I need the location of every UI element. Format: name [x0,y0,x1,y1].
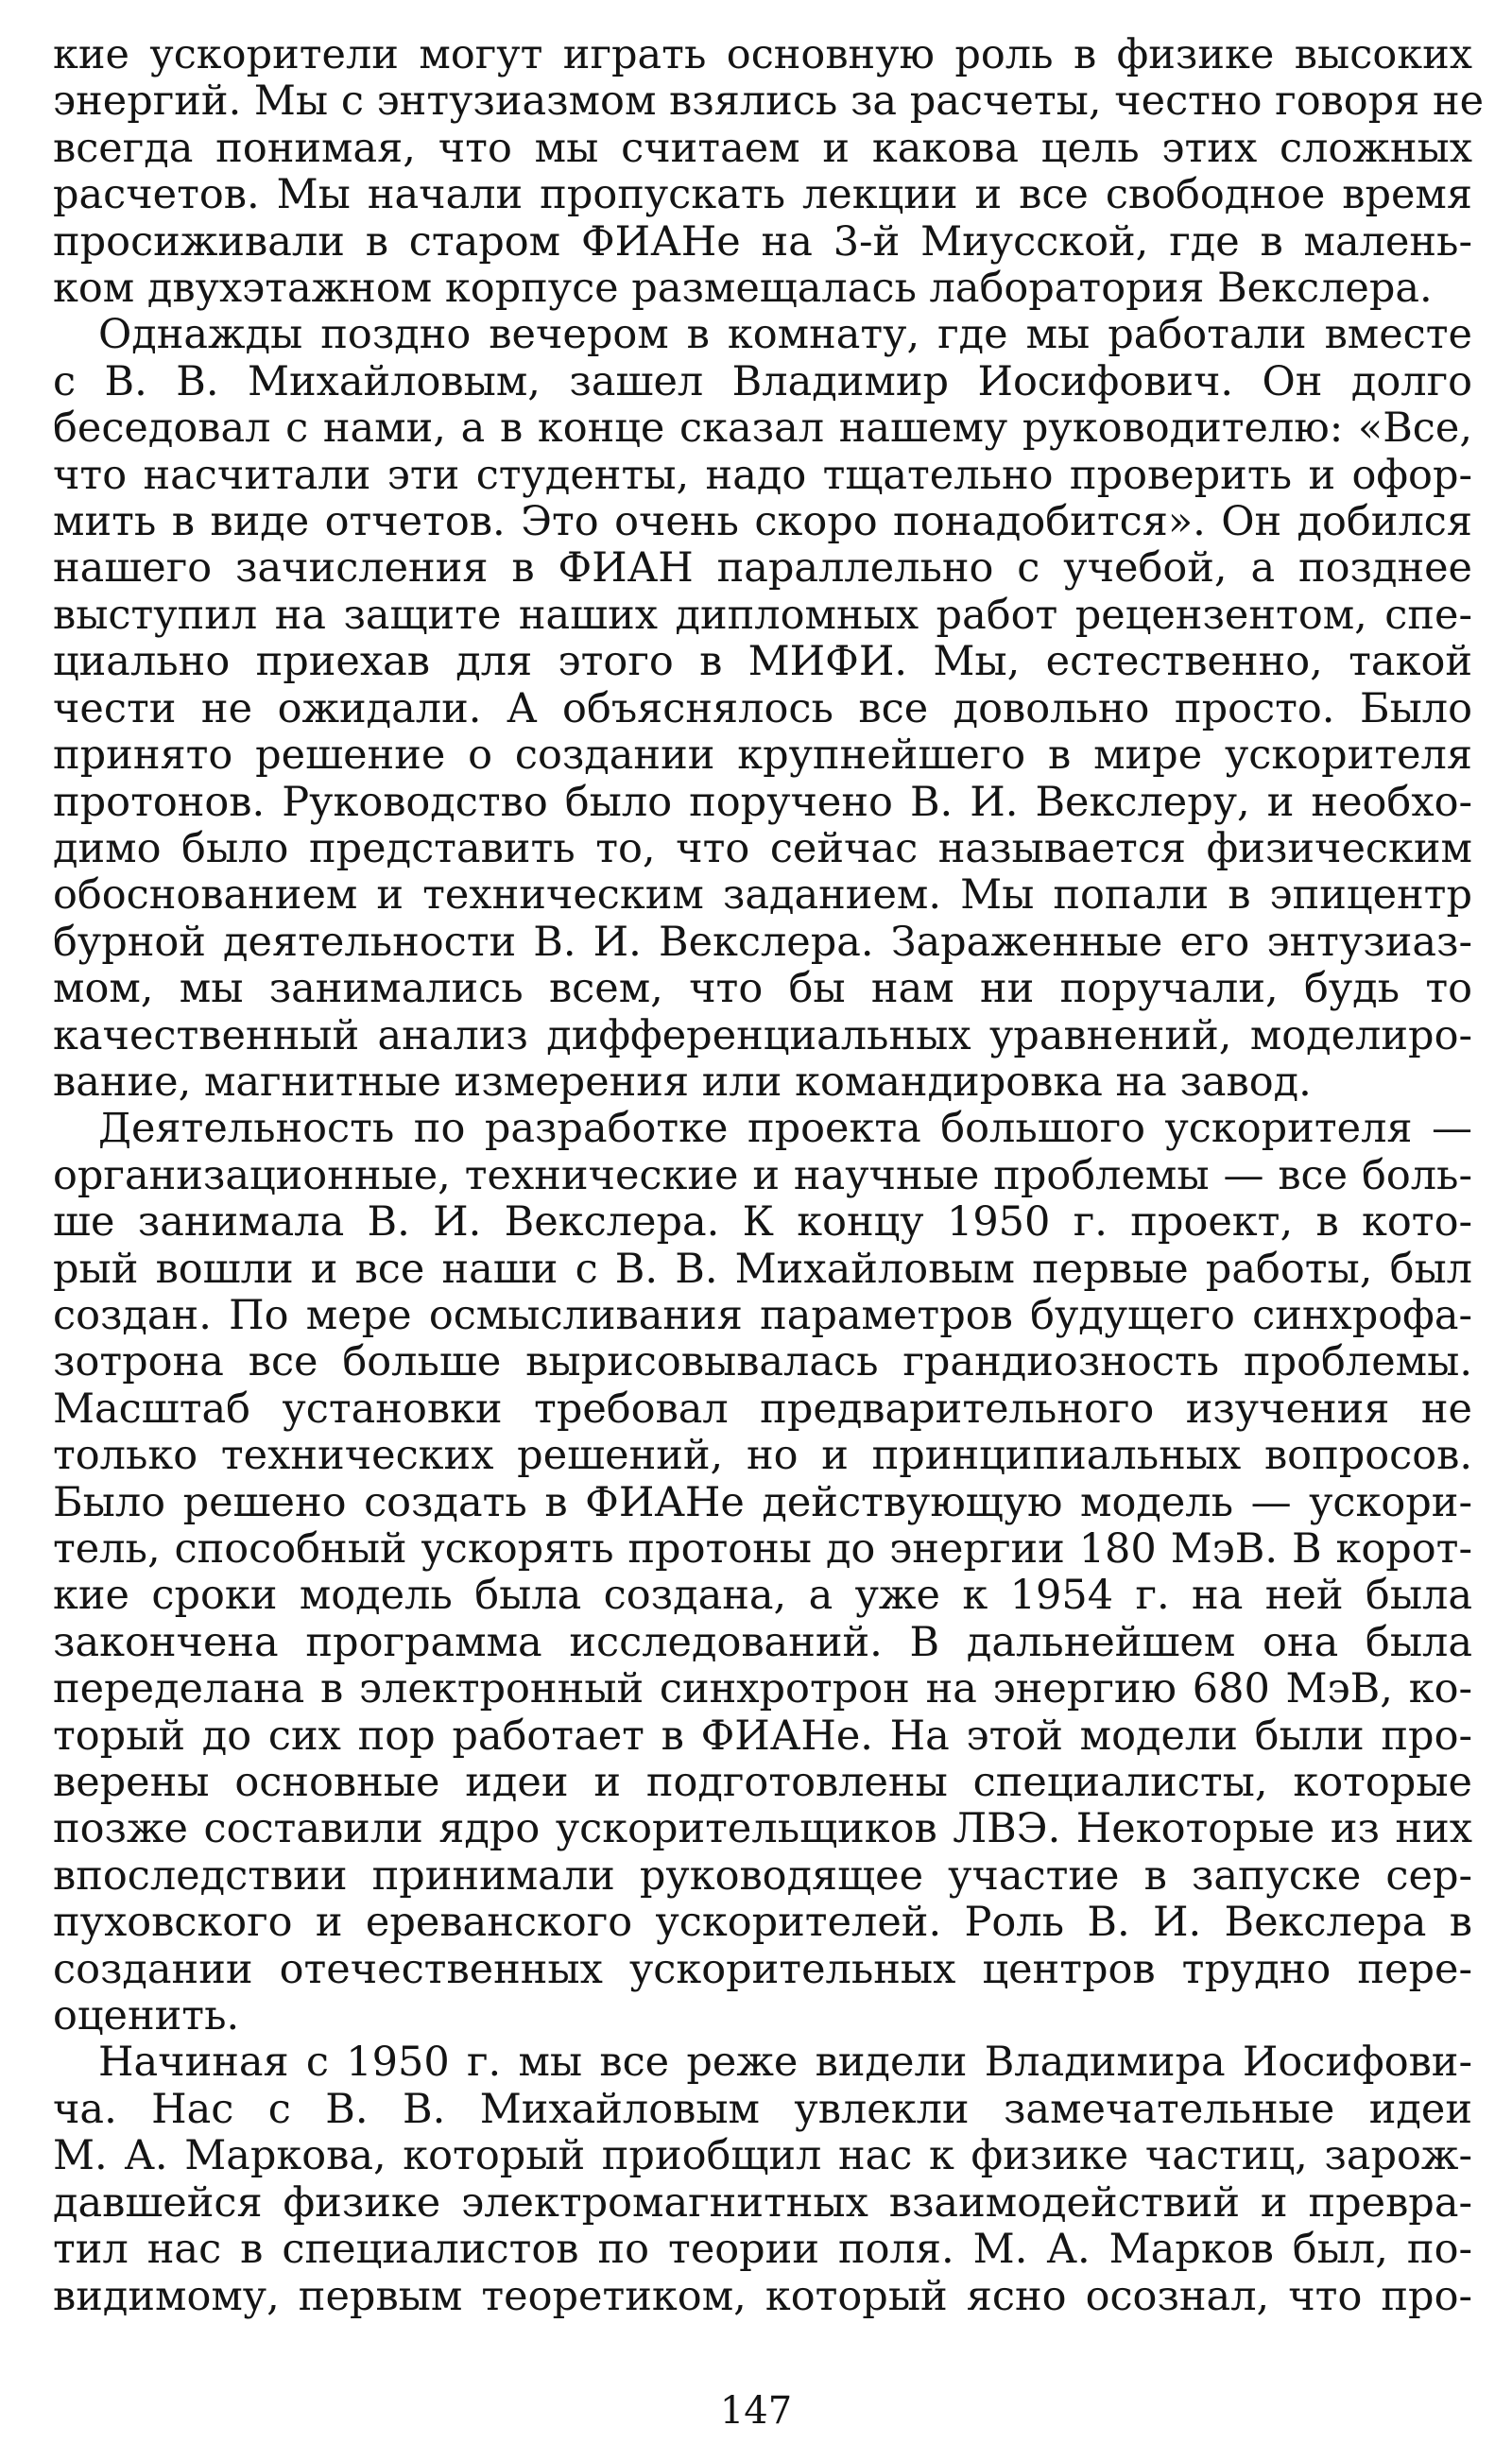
text-line: ча. Нас с В. В. Михайловым увлекли замечательные идеи [53,2085,1472,2133]
text-line: кие сроки модель была создана, а уже к 1954 г. на ней была [53,1572,1472,1620]
paragraph-2 [53,312,1472,1106]
text-line: энергий. Мы с энтузиазмом взялись за расчеты, честно говоря не [53,77,1485,126]
text-line: принято решение о создании крупнейшего в мире ускорителя [53,731,1472,780]
text-line: обоснованием и техническим заданием. Мы попали в эпицентр [53,871,1472,920]
text-line: впоследствии принимали руководящее участие в запуске сер- [53,1851,1472,1900]
text-line: что насчитали эти студенты, надо тщательно проверить и офор- [53,451,1472,499]
text-line: только технических решений, но и принципиальных вопросов. [53,1432,1472,1480]
text-line: димо было представить то, что сейчас называется физическим [53,824,1472,872]
text-line: создании отечественных ускорительных центров трудно пере- [53,1945,1472,1993]
paragraph-3 [53,1106,1472,2039]
text-line: циально приехав для этого в МИФИ. Мы, естественно, такой [53,638,1472,686]
text-line: тил нас в специалистов по теории поля. М. А. Марков был, по- [53,2226,1472,2274]
text-line: торый до сих пор работает в ФИАНе. На этой модели были про- [53,1712,1472,1760]
text-line: с В. В. Михайловым, зашел Владимир Иосифович. Он долго [53,357,1472,405]
text-line: бурной деятельности В. И. Векслера. Зараженные его энтузиаз- [53,918,1472,966]
text-line: расчетов. Мы начали пропускать лекции и все свободное время [53,171,1472,219]
text-line: чести не ожидали. А объяснялось все довольно просто. Было [53,684,1472,732]
text-line: выступил на защите наших дипломных работ рецензентом, спе- [53,591,1472,639]
text-line: переделана в электронный синхротрон на энергию 680 МэВ, ко- [53,1665,1472,1713]
text-line: давшейся физике электромагнитных взаимодействий и превра- [53,2178,1472,2227]
text-line: протонов. Руководство было поручено В. И. Векслеру, и необхо- [53,778,1472,826]
text-line: Было решено создать в ФИАНе действующую модель — ускори- [53,1478,1472,1526]
text-line: мить в виде отчетов. Это очень скоро понадобится». Он добился [53,498,1472,546]
text-line: кие ускорители могут играть основную роль в физике высоких [53,31,1472,78]
text-line: вание, магнитные измерения или командировка на завод. [53,1058,1312,1106]
text-line: Деятельность по разработке проекта большого ускорителя — [98,1105,1472,1153]
page-body [53,31,1485,2320]
text-line: нашего зачисления в ФИАН параллельно с учебой, а позднее [53,544,1472,593]
text-line: видимому, первым теоретиком, который ясно осознал, что про- [53,2272,1472,2320]
text-line: ком двухэтажном корпусе размещалась лаборатория Векслера. [53,265,1433,313]
text-line: позже составили ядро ускорительщиков ЛВЭ. Некоторые из них [53,1805,1472,1853]
text-line: создан. По мере осмысливания параметров будущего синхрофа- [53,1291,1472,1339]
text-line: всегда понимая, что мы считаем и какова цель этих сложных [53,124,1472,172]
text-line: рый вошли и все наши с В. В. Михайловым первые работы, был [53,1245,1472,1293]
text-line: мом, мы занимались всем, что бы нам ни поручали, будь то [53,965,1472,1013]
text-line: закончена программа исследований. В дальнейшем она была [53,1618,1472,1666]
text-line: зотрона все больше вырисовывалась грандиозность проблемы. [53,1338,1472,1386]
text-line: пуховского и ереванского ускорителей. Роль В. И. Векслера в [53,1899,1472,1947]
text-line: организационные, технические и научные проблемы — все боль- [53,1151,1472,1199]
text-line: оценить. [53,1992,240,2040]
text-line: ше занимала В. И. Векслера. К концу 1950 г. проект, в кото- [53,1198,1472,1247]
text-line: верены основные идеи и подготовлены специалисты, которые [53,1759,1472,1807]
paragraph-1 [53,31,1485,313]
text-line: Масштаб установки требовал предварительного изучения не [53,1385,1472,1433]
page-number: 147 [719,2389,793,2433]
text-line: просиживали в старом ФИАНе на 3-й Миусской, где в малень- [53,217,1472,266]
text-line: тель, способный ускорять протоны до энергии 180 МэВ. В корот- [53,1525,1472,1573]
text-line: Начиная с 1950 г. мы все реже видели Владимира Иосифови- [98,2039,1472,2087]
text-line: беседовал с нами, а в конце сказал нашему руководителю: «Все, [53,404,1472,453]
paragraph-4 [53,2039,1472,2319]
text-line: Однажды поздно вечером в комнату, где мы работали вместе [98,311,1472,359]
text-line: качественный анализ дифференциальных уравнений, моделиро- [53,1011,1472,1059]
text-line: М. А. Маркова, который приобщил нас к физике частиц, зарож- [53,2132,1472,2180]
